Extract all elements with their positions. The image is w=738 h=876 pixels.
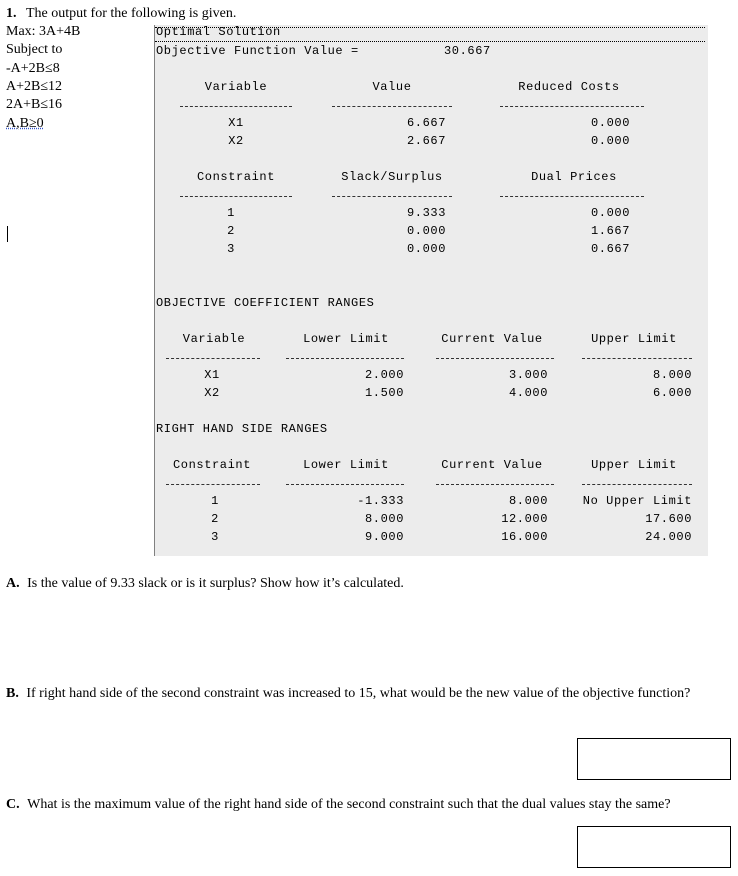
obj-header-lower: Lower Limit <box>303 332 389 346</box>
answer-box-c[interactable] <box>577 826 731 868</box>
divider <box>500 106 644 107</box>
divider <box>332 106 452 107</box>
table-cell: 8.000 <box>364 512 404 526</box>
table-cell: No Upper Limit <box>582 494 692 508</box>
table-cell: 17.600 <box>645 512 692 526</box>
part-a <box>6 575 726 593</box>
table-cell: X1 <box>228 116 244 130</box>
rhs-header-upper: Upper Limit <box>591 458 677 472</box>
table-cell: 6.667 <box>406 116 446 130</box>
divider <box>286 484 404 485</box>
table-cell: 4.000 <box>508 386 548 400</box>
answer-box-b[interactable] <box>577 738 731 780</box>
constraint-nonnegativity-text: A,B≥0 <box>6 116 44 131</box>
table-cell: 24.000 <box>645 530 692 544</box>
objective-statement: Max: 3A+4B <box>6 24 81 39</box>
table-cell: X1 <box>204 368 220 382</box>
table-cell: 0.667 <box>590 242 630 256</box>
constraint-2: A+2B≤12 <box>6 79 63 94</box>
obj-header-variable: Variable <box>182 332 246 346</box>
table-cell: 0.000 <box>590 134 630 148</box>
constraint-nonnegativity <box>6 115 44 133</box>
table-cell: 0.000 <box>406 224 446 238</box>
divider <box>286 358 404 359</box>
rhs-header-lower: Lower Limit <box>303 458 389 472</box>
rhs-header-constraint: Constraint <box>172 458 251 472</box>
divider <box>166 358 260 359</box>
divider <box>436 484 554 485</box>
divider <box>582 484 692 485</box>
table-cell: 1 <box>227 206 235 220</box>
divider <box>332 196 452 197</box>
header-reduced-costs: Reduced Costs <box>518 80 620 94</box>
objective-value-label: Objective Function Value = <box>156 44 359 58</box>
header-slack-surplus: Slack/Surplus <box>341 170 443 184</box>
obj-header-current: Current Value <box>441 332 543 346</box>
table-cell: 8.000 <box>652 368 692 382</box>
question-number: 1. <box>6 6 17 21</box>
part-c-letter: C. <box>6 797 20 812</box>
panel-left-border <box>154 25 155 556</box>
table-cell: 2.000 <box>364 368 404 382</box>
divider <box>436 358 554 359</box>
table-cell: 2 <box>227 224 235 238</box>
table-cell: -1.333 <box>357 494 404 508</box>
header-dual-prices: Dual Prices <box>531 170 617 184</box>
table-cell: 1 <box>211 494 219 508</box>
divider <box>500 196 644 197</box>
rhs-ranges-title: RIGHT HAND SIDE RANGES <box>156 422 328 436</box>
table-cell: 12.000 <box>501 512 548 526</box>
header-constraint: Constraint <box>196 170 275 184</box>
table-cell: 0.000 <box>590 206 630 220</box>
text-cursor <box>7 226 8 242</box>
subject-to-label: Subject to <box>6 42 63 57</box>
divider <box>166 484 260 485</box>
obj-header-upper: Upper Limit <box>591 332 677 346</box>
question-intro-text: The output for the following is given. <box>26 6 237 21</box>
part-c <box>6 796 728 814</box>
table-cell: 2.667 <box>406 134 446 148</box>
table-cell: 3 <box>227 242 235 256</box>
part-c-text: What is the maximum value of the right hand side of the second constraint such that the dual values stay the same? <box>27 797 671 812</box>
constraint-3: 2A+B≤16 <box>6 97 63 112</box>
divider <box>180 196 292 197</box>
table-cell: 0.000 <box>590 116 630 130</box>
table-cell: X2 <box>228 134 244 148</box>
rhs-header-current: Current Value <box>441 458 543 472</box>
table-cell: 9.333 <box>406 206 446 220</box>
part-b <box>6 685 730 703</box>
part-a-text: Is the value of 9.33 slack or is it surplus? Show how it’s calculated. <box>27 576 404 591</box>
table-cell: X2 <box>204 386 220 400</box>
table-cell: 1.500 <box>364 386 404 400</box>
table-cell: 0.000 <box>406 242 446 256</box>
table-cell: 3.000 <box>508 368 548 382</box>
objective-value: 30.667 <box>444 44 491 58</box>
solver-output-panel <box>154 25 708 556</box>
part-b-letter: B. <box>6 686 19 701</box>
table-cell: 2 <box>211 512 219 526</box>
table-cell: 6.000 <box>652 386 692 400</box>
header-value: Value <box>372 80 412 94</box>
question-intro <box>6 5 236 23</box>
header-variable: Variable <box>204 80 268 94</box>
divider <box>582 358 692 359</box>
part-b-text: If right hand side of the second constraint was increased to 15, what would be the new value of the objective function? <box>26 686 691 701</box>
obj-ranges-title: OBJECTIVE COEFFICIENT RANGES <box>156 296 375 310</box>
constraint-1: -A+2B≤8 <box>6 61 60 76</box>
table-cell: 1.667 <box>590 224 630 238</box>
table-cell: 8.000 <box>508 494 548 508</box>
divider <box>180 106 292 107</box>
output-title: Optimal Solution <box>156 25 281 39</box>
table-cell: 16.000 <box>501 530 548 544</box>
table-cell: 9.000 <box>364 530 404 544</box>
table-cell: 3 <box>211 530 219 544</box>
part-a-letter: A. <box>6 576 20 591</box>
